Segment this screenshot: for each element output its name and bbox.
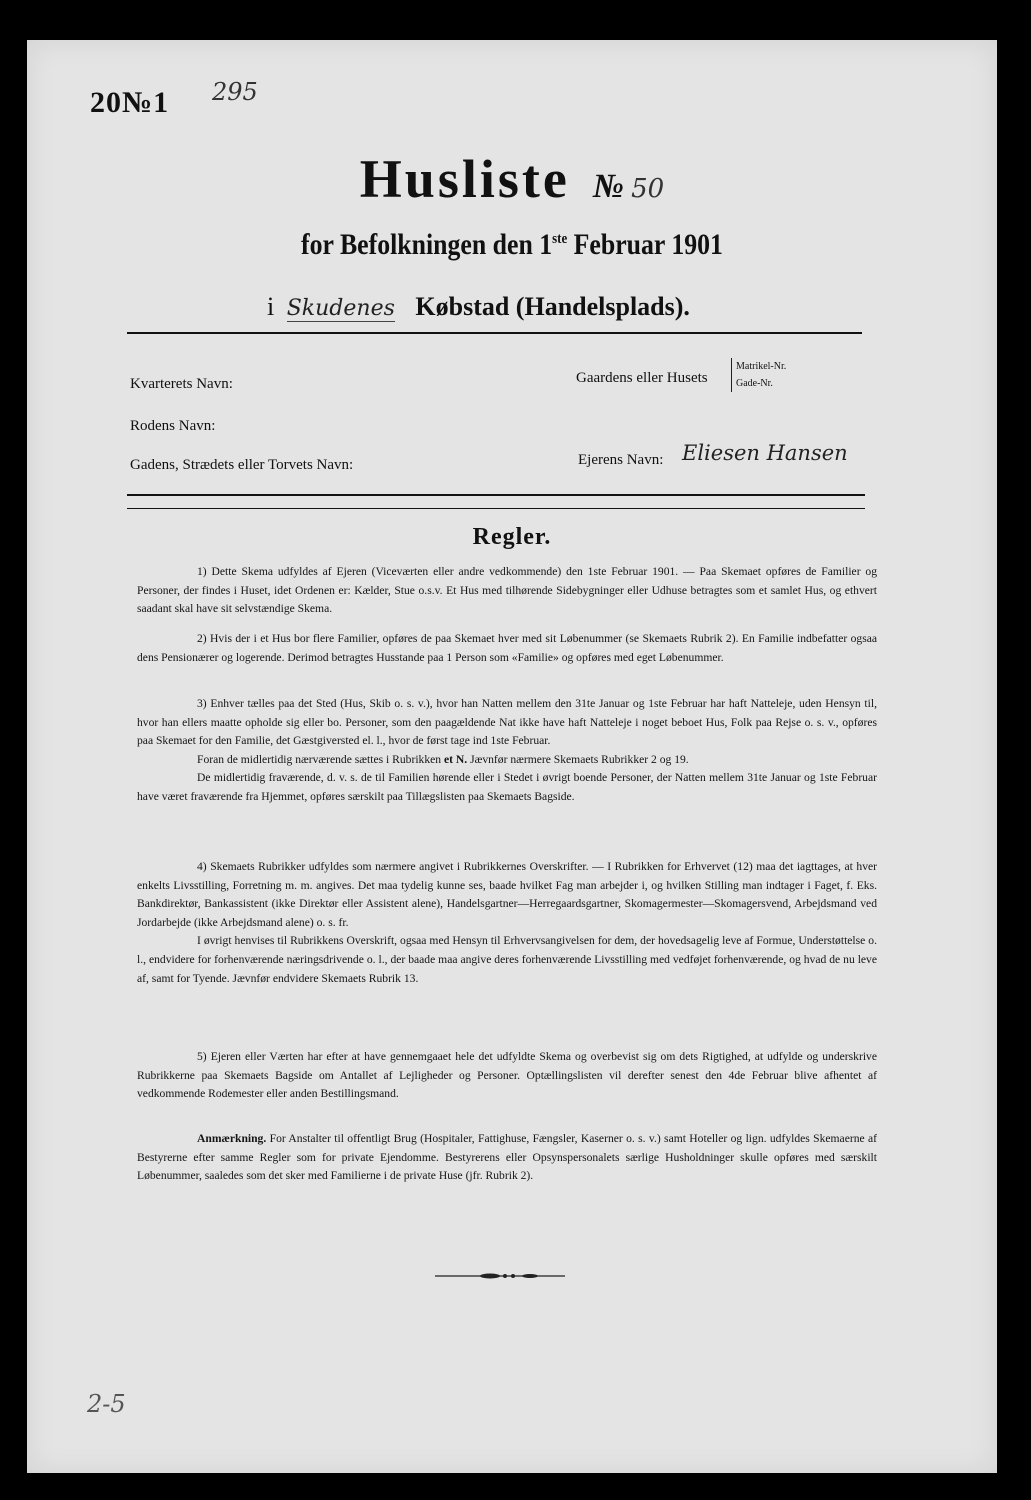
rule-4 <box>137 858 877 988</box>
remark-label: Anmærkning. <box>197 1132 267 1145</box>
place-prefix: i <box>267 292 275 321</box>
rule-3-note-a: Foran de midlertidig nærværende sættes i Rubrikken <box>197 752 444 766</box>
census-form-page <box>27 40 997 1473</box>
archive-handwritten-number: 295 <box>212 78 258 106</box>
form-subtitle <box>95 228 929 262</box>
remark-text <box>137 1130 877 1186</box>
divider-middle-thin <box>127 508 865 509</box>
rule-4-text: 4) Skemaets Rubrikker udfyldes som nærmere angivet i Rubrikkernes Overskrifter. — I Rubrikken for Erhvervet (12) maa det iagttages, at hver enkelts Livsstilling, Forretning m. m. angives. Det maa tydelig kunne ses, baade hvilket Fag man arbejder i, og hvilken Stilling man indtager i Faget, f. Eks. Bankdirektør, Bankassistent (ikke Direktør eller Assistent alene), Handelsgartner—Herregaardsgartner, Skomagermester—Skomagersvend, Arbejdsmand ved Jordarbejde (ikke Arbejdsmand alene) o. s. fr. <box>137 860 877 929</box>
rule-3-note-b: Jævnfør nærmere Skemaets Rubrikker 2 og 19. <box>467 752 689 766</box>
subtitle-text: for Befolkningen den 1 <box>301 228 553 261</box>
form-number-handwritten: 50 <box>631 174 665 204</box>
bottom-handwritten-note: 2-5 <box>87 1390 126 1418</box>
subtitle-superscript: ste <box>552 231 568 247</box>
rule-3-absent: De midlertidig fraværende, d. v. s. de til Familien hørende eller i Stedet i øvrigt boende Personer, der Natten mellem 31te Januar og 1ste Februar have været fraværende fra Hjemmet, opføres særskilt paa Tillægslisten paa Skemaets Bagside. <box>137 771 877 803</box>
street-number-label: Gade-Nr. <box>736 378 773 389</box>
archive-number: 20№1 <box>90 86 170 119</box>
ornament-divider <box>435 1272 565 1280</box>
rule-2-text: 2) Hvis der i et Hus bor flere Familier, opføres de paa Skemaet hver med sit Løbenummer (se Skemaets Rubrik 2). En Familie indbefatter ogsaa dens Pensionærer og logerende. Derimod betragtes Husstande paa 1 Person som «Familie» og opføres med eget Løbenummer. <box>137 632 877 664</box>
divider-top <box>127 332 862 334</box>
rules-heading: Regler. <box>472 524 552 550</box>
quarter-name-field: Kvarterets Navn: <box>130 376 233 392</box>
form-number-label: № <box>592 168 625 205</box>
divider-middle <box>127 494 865 496</box>
rule-5-text: 5) Ejeren eller Værten har efter at have gennemgaaet hele det udfyldte Skema og overbevist sig om dets Rigtighed, at udfylde og underskrive Rubrikkerne paa Skemaets Bagside om Antallet af Lejligheder og Personer. Optællingslisten vil derefter senest den 4de Februar blive afhentet af vedkommende Rodemester eller anden Bestillingsmand. <box>137 1050 877 1101</box>
place-type: Købstad (Handelsplads). <box>415 292 690 321</box>
street-name-field: Gadens, Strædets eller Torvets Navn: <box>130 457 354 473</box>
rule-2 <box>137 630 877 667</box>
town-handwritten: Skudenes <box>286 296 395 321</box>
district-name-field: Rodens Navn: <box>130 418 216 434</box>
rule-3-text: 3) Enhver tælles paa det Sted (Hus, Skib o. s. v.), hvor han Natten mellem den 31te Januar og 1ste Februar har haft Natteleje, uden Hensyn til, hvor han ellers maatte opholde sig eller bo. Personer, som den paagældende Nat ikke have haft Natteleje i noget beboet Hus, Folk paa Rejse o. s. v., opføres paa Skemaet for den Familie, det Gæstgiversted el. l., hvor de først tage ind 1ste Februar. <box>137 697 877 748</box>
rule-3-note-bold: et N. <box>443 752 468 766</box>
rule-1 <box>137 563 877 619</box>
owner-name-label: Ejerens Navn: <box>578 452 664 468</box>
rule-4-continuation: I øvrigt henvises til Rubrikkens Overskrift, ogsaa med Hensyn til Erhvervsangivelsen for dem, der hovedsagelig leve af Formue, Understøttelse o. l., endvidere for forhenværende næringsdrivende o. l., der baade maa angive deres forhenværende Livsstilling med vedføjet forhenværende, og hvad de nu leve af, samt for Tyende. Jævnfør endvidere Skemaets Rubrik 13. <box>137 934 877 985</box>
form-title: Husliste <box>359 149 570 209</box>
matrikel-number-label: Matrikel-Nr. <box>736 361 787 372</box>
subtitle-date: Februar 1901 <box>567 228 723 261</box>
property-number-brace <box>731 358 786 392</box>
owner-name-handwritten: Eliesen Hansen <box>682 441 848 465</box>
property-label: Gaardens eller Husets <box>576 370 708 386</box>
place-line <box>267 292 690 322</box>
rule-1-text: 1) Dette Skema udfyldes af Ejeren (Viceværten eller andre vedkommende) den 1ste Februar 1901. — Paa Skemaet opføres de Familier og Personer, der findes i Huset, idet Ordenen er: Kælder, Stue o.s.v. Et Hus med tilhørende Sidebygninger eller Udhuse betragtes som et samlet Hus, og ethvert saadant skal have sit selvstændige Skema. <box>137 565 877 616</box>
remark-body: For Anstalter til offentligt Brug (Hospitaler, Fattighuse, Fængsler, Kaserner o. s. v.) samt Hoteller og lign. udfyldes Skemaerne af Bestyrerne efter samme Regler som for private Ejendomme. Bestyrerens eller Opsynspersonalets særlige Husholdninger skulle opføres med særskilt Løbenummer, saaledes som det sker med Familierne i de private Huse (jfr. Rubrik 2). <box>137 1132 877 1183</box>
rule-3 <box>137 695 877 807</box>
remark <box>137 1130 877 1186</box>
title-block <box>27 148 997 210</box>
rule-3-note <box>137 751 877 770</box>
rule-5 <box>137 1048 877 1104</box>
